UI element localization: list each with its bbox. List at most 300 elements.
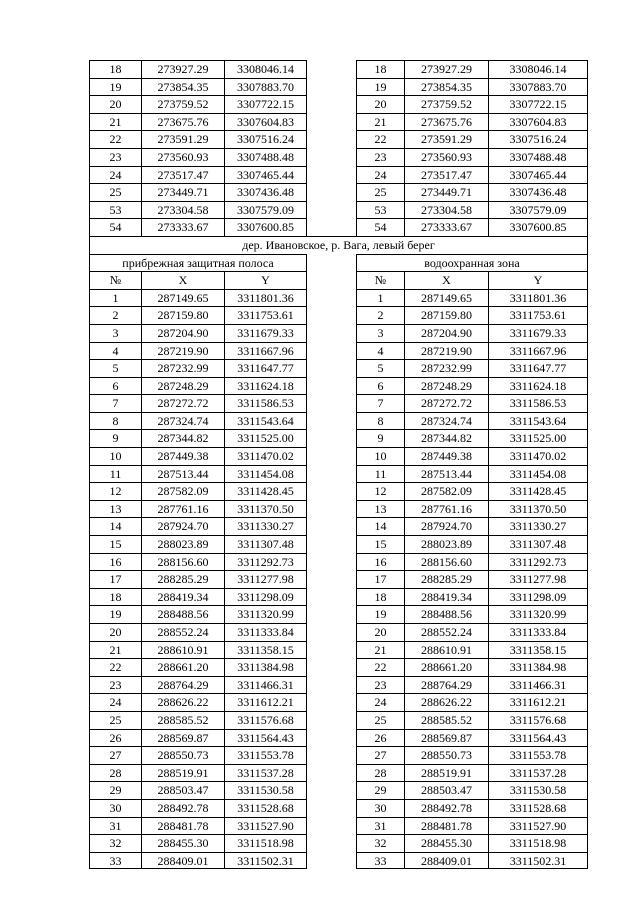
table-row — [89, 60, 588, 78]
right-y-cell: 3311384.98 — [488, 658, 588, 676]
left-y-cell: 3311527.90 — [224, 817, 307, 835]
left-y-cell: 3311586.53 — [224, 394, 307, 412]
right-x-cell: 273675.76 — [404, 113, 488, 131]
right-y-cell: 3311612.21 — [488, 693, 588, 711]
left-x-cell: 273304.58 — [141, 201, 224, 219]
left-y-cell: 3311428.45 — [224, 482, 307, 500]
right-num-cell: 22 — [356, 658, 404, 676]
right-x-cell: 273517.47 — [404, 166, 488, 184]
right-y-cell: 3311537.28 — [488, 764, 588, 782]
right-x-cell: 288569.87 — [404, 729, 488, 747]
right-num-cell: 28 — [356, 764, 404, 782]
left-num-cell: 23 — [89, 148, 141, 166]
table-row — [89, 676, 588, 694]
right-y-cell: 3311320.99 — [488, 605, 588, 623]
left-x-cell: 273591.29 — [141, 130, 224, 148]
zone-title-row — [89, 254, 588, 272]
left-num-cell: 1 — [89, 289, 141, 307]
right-y-cell: 3311277.98 — [488, 570, 588, 588]
table-row — [89, 834, 588, 852]
left-x-cell: 273759.52 — [141, 95, 224, 113]
right-num-cell: 10 — [356, 447, 404, 465]
left-num-cell: 19 — [89, 78, 141, 96]
right-num-cell: 23 — [356, 148, 404, 166]
left-y-cell: 3311502.31 — [224, 852, 307, 870]
left-x-cell: 287232.99 — [141, 359, 224, 377]
right-y-cell: 3311454.08 — [488, 465, 588, 483]
left-num-cell: 8 — [89, 412, 141, 430]
right-x-cell: 288519.91 — [404, 764, 488, 782]
right-x-cell: 288492.78 — [404, 799, 488, 817]
left-x-cell: 273854.35 — [141, 78, 224, 96]
right-num-cell: 18 — [356, 60, 404, 78]
left-num-cell: 21 — [89, 113, 141, 131]
right-y-cell: 3311518.98 — [488, 834, 588, 852]
right-x-cell: 287272.72 — [404, 394, 488, 412]
right-num-cell: 5 — [356, 359, 404, 377]
right-y-header: Y — [488, 271, 588, 289]
right-y-cell: 3311679.33 — [488, 324, 588, 342]
right-x-cell: 288610.91 — [404, 641, 488, 659]
right-num-cell: 15 — [356, 535, 404, 553]
table-row — [89, 377, 588, 395]
left-num-cell: 22 — [89, 658, 141, 676]
right-x-cell: 287159.80 — [404, 306, 488, 324]
left-num-cell: 22 — [89, 130, 141, 148]
left-y-cell: 3311333.84 — [224, 623, 307, 641]
left-y-cell: 3311330.27 — [224, 517, 307, 535]
table-row — [89, 641, 588, 659]
left-x-cell: 273927.29 — [141, 60, 224, 78]
right-num-cell: 20 — [356, 623, 404, 641]
table-row — [89, 482, 588, 500]
right-num-cell: 14 — [356, 517, 404, 535]
left-x-cell: 288585.52 — [141, 711, 224, 729]
left-num-cell: 21 — [89, 641, 141, 659]
right-x-cell: 288023.89 — [404, 535, 488, 553]
left-x-cell: 287449.38 — [141, 447, 224, 465]
right-x-cell: 287204.90 — [404, 324, 488, 342]
right-y-cell: 3307516.24 — [488, 130, 588, 148]
right-y-cell: 3308046.14 — [488, 60, 588, 78]
right-num-cell: 33 — [356, 852, 404, 870]
main-rows-block — [89, 289, 588, 870]
left-y-cell: 3311576.68 — [224, 711, 307, 729]
right-y-cell: 3311553.78 — [488, 746, 588, 764]
left-zone-title: прибрежная защитная полоса — [89, 254, 307, 272]
left-num-cell: 26 — [89, 729, 141, 747]
right-num-cell: 21 — [356, 641, 404, 659]
left-y-cell: 3311298.09 — [224, 588, 307, 606]
table-row — [89, 166, 588, 184]
right-num-cell: 7 — [356, 394, 404, 412]
right-y-cell: 3311564.43 — [488, 729, 588, 747]
left-num-cell: 9 — [89, 429, 141, 447]
top-rows-block — [89, 60, 588, 236]
left-y-cell: 3311525.00 — [224, 429, 307, 447]
section-title-row — [89, 236, 588, 254]
coordinate-table — [89, 60, 588, 869]
right-num-cell: 29 — [356, 781, 404, 799]
right-num-cell: 20 — [356, 95, 404, 113]
right-y-cell: 3311667.96 — [488, 342, 588, 360]
left-y-cell: 3311320.99 — [224, 605, 307, 623]
right-y-cell: 3311330.27 — [488, 517, 588, 535]
right-x-cell: 273591.29 — [404, 130, 488, 148]
left-num-cell: 25 — [89, 183, 141, 201]
table-row — [89, 130, 588, 148]
left-y-cell: 3307488.48 — [224, 148, 307, 166]
right-num-cell: 18 — [356, 588, 404, 606]
right-y-cell: 3311647.77 — [488, 359, 588, 377]
left-y-cell: 3311358.15 — [224, 641, 307, 659]
left-y-cell: 3311801.36 — [224, 289, 307, 307]
right-x-cell: 288585.52 — [404, 711, 488, 729]
table-row — [89, 201, 588, 219]
right-num-cell: 11 — [356, 465, 404, 483]
left-y-cell: 3311454.08 — [224, 465, 307, 483]
left-y-cell: 3311518.98 — [224, 834, 307, 852]
left-x-cell: 287219.90 — [141, 342, 224, 360]
right-num-cell: 16 — [356, 553, 404, 571]
left-y-cell: 3307722.15 — [224, 95, 307, 113]
left-x-cell: 273333.67 — [141, 218, 224, 236]
left-num-cell: 19 — [89, 605, 141, 623]
left-x-cell: 287204.90 — [141, 324, 224, 342]
left-x-cell: 287582.09 — [141, 482, 224, 500]
left-x-cell: 288156.60 — [141, 553, 224, 571]
left-x-cell: 288488.56 — [141, 605, 224, 623]
left-num-cell: 7 — [89, 394, 141, 412]
right-x-cell: 287582.09 — [404, 482, 488, 500]
right-y-cell: 3311298.09 — [488, 588, 588, 606]
left-x-cell: 287324.74 — [141, 412, 224, 430]
right-y-cell: 3307488.48 — [488, 148, 588, 166]
right-y-cell: 3307579.09 — [488, 201, 588, 219]
left-x-cell: 288455.30 — [141, 834, 224, 852]
right-num-cell: 3 — [356, 324, 404, 342]
left-x-cell: 288550.73 — [141, 746, 224, 764]
table-row — [89, 764, 588, 782]
right-x-cell: 273927.29 — [404, 60, 488, 78]
right-y-cell: 3311428.45 — [488, 482, 588, 500]
left-num-cell: 53 — [89, 201, 141, 219]
right-x-cell: 288156.60 — [404, 553, 488, 571]
left-y-cell: 3311753.61 — [224, 306, 307, 324]
left-x-header: X — [141, 271, 224, 289]
right-x-cell: 287232.99 — [404, 359, 488, 377]
left-y-cell: 3311307.48 — [224, 535, 307, 553]
right-num-cell: 12 — [356, 482, 404, 500]
left-num-cell: 23 — [89, 676, 141, 694]
left-y-cell: 3311277.98 — [224, 570, 307, 588]
table-row — [89, 342, 588, 360]
left-num-cell: 12 — [89, 482, 141, 500]
table-row — [89, 359, 588, 377]
table-row — [89, 605, 588, 623]
left-y-cell: 3311370.50 — [224, 500, 307, 518]
table-row — [89, 517, 588, 535]
left-x-cell: 273449.71 — [141, 183, 224, 201]
left-y-cell: 3311537.28 — [224, 764, 307, 782]
right-x-cell: 287513.44 — [404, 465, 488, 483]
right-y-cell: 3307604.83 — [488, 113, 588, 131]
left-x-cell: 288519.91 — [141, 764, 224, 782]
table-row — [89, 535, 588, 553]
left-num-cell: 4 — [89, 342, 141, 360]
right-y-cell: 3311333.84 — [488, 623, 588, 641]
right-num-cell: 54 — [356, 218, 404, 236]
right-y-cell: 3311470.02 — [488, 447, 588, 465]
left-y-cell: 3311528.68 — [224, 799, 307, 817]
left-x-cell: 287149.65 — [141, 289, 224, 307]
right-y-cell: 3311753.61 — [488, 306, 588, 324]
right-num-cell: 27 — [356, 746, 404, 764]
left-y-cell: 3307465.44 — [224, 166, 307, 184]
right-num-cell: 53 — [356, 201, 404, 219]
right-y-cell: 3307436.48 — [488, 183, 588, 201]
right-x-cell: 288419.34 — [404, 588, 488, 606]
left-x-cell: 287513.44 — [141, 465, 224, 483]
right-num-cell: 25 — [356, 711, 404, 729]
table-row — [89, 746, 588, 764]
left-x-cell: 288661.20 — [141, 658, 224, 676]
table-row — [89, 658, 588, 676]
right-num-cell: 9 — [356, 429, 404, 447]
left-num-cell: 5 — [89, 359, 141, 377]
right-y-cell: 3311525.00 — [488, 429, 588, 447]
right-y-cell: 3311543.64 — [488, 412, 588, 430]
left-num-cell: 25 — [89, 711, 141, 729]
left-x-cell: 288503.47 — [141, 781, 224, 799]
table-row — [89, 289, 588, 307]
left-y-cell: 3307604.83 — [224, 113, 307, 131]
right-x-cell: 287149.65 — [404, 289, 488, 307]
right-num-cell: 24 — [356, 693, 404, 711]
left-x-cell: 288626.22 — [141, 693, 224, 711]
left-y-header: Y — [224, 271, 307, 289]
right-x-cell: 273854.35 — [404, 78, 488, 96]
table-row — [89, 429, 588, 447]
left-num-cell: 24 — [89, 166, 141, 184]
right-y-cell: 3307465.44 — [488, 166, 588, 184]
left-y-cell: 3307436.48 — [224, 183, 307, 201]
left-num-cell: 18 — [89, 60, 141, 78]
right-num-cell: 21 — [356, 113, 404, 131]
right-num-cell: 24 — [356, 166, 404, 184]
table-row — [89, 412, 588, 430]
right-x-header: X — [404, 271, 488, 289]
section-title: дер. Ивановское, р. Вага, левый берег — [89, 236, 588, 254]
left-x-cell: 287761.16 — [141, 500, 224, 518]
right-x-cell: 287344.82 — [404, 429, 488, 447]
right-x-cell: 273449.71 — [404, 183, 488, 201]
left-x-cell: 288610.91 — [141, 641, 224, 659]
right-x-cell: 288550.73 — [404, 746, 488, 764]
right-num-cell: 32 — [356, 834, 404, 852]
left-x-cell: 287924.70 — [141, 517, 224, 535]
right-x-cell: 288626.22 — [404, 693, 488, 711]
right-num-cell: 17 — [356, 570, 404, 588]
left-num-cell: 11 — [89, 465, 141, 483]
left-num-header: № — [89, 271, 141, 289]
right-num-cell: 1 — [356, 289, 404, 307]
right-y-cell: 3311502.31 — [488, 852, 588, 870]
right-y-cell: 3311586.53 — [488, 394, 588, 412]
right-y-cell: 3307600.85 — [488, 218, 588, 236]
right-x-cell: 288488.56 — [404, 605, 488, 623]
right-num-cell: 8 — [356, 412, 404, 430]
right-num-cell: 2 — [356, 306, 404, 324]
left-y-cell: 3307579.09 — [224, 201, 307, 219]
table-row — [89, 394, 588, 412]
right-zone-title: водоохранная зона — [356, 254, 588, 272]
right-x-cell: 288409.01 — [404, 852, 488, 870]
left-y-cell: 3307600.85 — [224, 218, 307, 236]
left-y-cell: 3307883.70 — [224, 78, 307, 96]
left-num-cell: 2 — [89, 306, 141, 324]
table-row — [89, 852, 588, 870]
right-num-cell: 6 — [356, 377, 404, 395]
right-x-cell: 287219.90 — [404, 342, 488, 360]
left-num-cell: 10 — [89, 447, 141, 465]
left-x-cell: 273675.76 — [141, 113, 224, 131]
table-row — [89, 95, 588, 113]
left-num-cell: 13 — [89, 500, 141, 518]
left-num-cell: 18 — [89, 588, 141, 606]
right-x-cell: 288481.78 — [404, 817, 488, 835]
left-x-cell: 273517.47 — [141, 166, 224, 184]
right-num-cell: 4 — [356, 342, 404, 360]
right-y-cell: 3307722.15 — [488, 95, 588, 113]
left-y-cell: 3311667.96 — [224, 342, 307, 360]
table-row — [89, 623, 588, 641]
right-x-cell: 288285.29 — [404, 570, 488, 588]
left-y-cell: 3311543.64 — [224, 412, 307, 430]
left-num-cell: 54 — [89, 218, 141, 236]
left-y-cell: 3311530.58 — [224, 781, 307, 799]
right-y-cell: 3307883.70 — [488, 78, 588, 96]
left-y-cell: 3311466.31 — [224, 676, 307, 694]
table-row — [89, 113, 588, 131]
right-y-cell: 3311528.68 — [488, 799, 588, 817]
left-x-cell: 273560.93 — [141, 148, 224, 166]
left-num-cell: 15 — [89, 535, 141, 553]
left-x-cell: 288409.01 — [141, 852, 224, 870]
right-x-cell: 287248.29 — [404, 377, 488, 395]
right-y-cell: 3311466.31 — [488, 676, 588, 694]
table-row — [89, 324, 588, 342]
left-x-cell: 287344.82 — [141, 429, 224, 447]
left-x-cell: 288552.24 — [141, 623, 224, 641]
right-x-cell: 273759.52 — [404, 95, 488, 113]
right-num-cell: 25 — [356, 183, 404, 201]
left-x-cell: 288419.34 — [141, 588, 224, 606]
left-num-cell: 29 — [89, 781, 141, 799]
right-x-cell: 273304.58 — [404, 201, 488, 219]
left-y-cell: 3311384.98 — [224, 658, 307, 676]
left-y-cell: 3311624.18 — [224, 377, 307, 395]
left-num-cell: 28 — [89, 764, 141, 782]
right-y-cell: 3311527.90 — [488, 817, 588, 835]
right-x-cell: 287924.70 — [404, 517, 488, 535]
right-y-cell: 3311530.58 — [488, 781, 588, 799]
left-y-cell: 3311647.77 — [224, 359, 307, 377]
left-num-cell: 20 — [89, 623, 141, 641]
table-row — [89, 588, 588, 606]
table-row — [89, 817, 588, 835]
left-num-cell: 6 — [89, 377, 141, 395]
left-num-cell: 30 — [89, 799, 141, 817]
right-y-cell: 3311292.73 — [488, 553, 588, 571]
right-x-cell: 273560.93 — [404, 148, 488, 166]
table-row — [89, 306, 588, 324]
left-y-cell: 3307516.24 — [224, 130, 307, 148]
right-x-cell: 287761.16 — [404, 500, 488, 518]
left-y-cell: 3311612.21 — [224, 693, 307, 711]
left-x-cell: 288764.29 — [141, 676, 224, 694]
right-x-cell: 288455.30 — [404, 834, 488, 852]
right-num-cell: 23 — [356, 676, 404, 694]
right-x-cell: 288503.47 — [404, 781, 488, 799]
left-y-cell: 3311679.33 — [224, 324, 307, 342]
left-x-cell: 288569.87 — [141, 729, 224, 747]
table-row — [89, 799, 588, 817]
left-num-cell: 16 — [89, 553, 141, 571]
left-y-cell: 3311553.78 — [224, 746, 307, 764]
table-row — [89, 553, 588, 571]
left-x-cell: 288492.78 — [141, 799, 224, 817]
left-x-cell: 288285.29 — [141, 570, 224, 588]
table-row — [89, 218, 588, 236]
table-row — [89, 447, 588, 465]
left-num-cell: 3 — [89, 324, 141, 342]
right-x-cell: 288552.24 — [404, 623, 488, 641]
table-row — [89, 729, 588, 747]
right-x-cell: 287449.38 — [404, 447, 488, 465]
right-x-cell: 288661.20 — [404, 658, 488, 676]
right-y-cell: 3311370.50 — [488, 500, 588, 518]
table-row — [89, 693, 588, 711]
right-num-cell: 22 — [356, 130, 404, 148]
right-y-cell: 3311307.48 — [488, 535, 588, 553]
table-row — [89, 570, 588, 588]
left-x-cell: 287248.29 — [141, 377, 224, 395]
left-num-cell: 17 — [89, 570, 141, 588]
right-num-cell: 19 — [356, 78, 404, 96]
right-num-header: № — [356, 271, 404, 289]
right-y-cell: 3311358.15 — [488, 641, 588, 659]
left-x-cell: 287272.72 — [141, 394, 224, 412]
right-num-cell: 26 — [356, 729, 404, 747]
right-y-cell: 3311576.68 — [488, 711, 588, 729]
right-num-cell: 30 — [356, 799, 404, 817]
right-num-cell: 13 — [356, 500, 404, 518]
left-num-cell: 31 — [89, 817, 141, 835]
left-x-cell: 288023.89 — [141, 535, 224, 553]
table-row — [89, 781, 588, 799]
left-y-cell: 3311292.73 — [224, 553, 307, 571]
right-x-cell: 288764.29 — [404, 676, 488, 694]
left-x-cell: 287159.80 — [141, 306, 224, 324]
left-num-cell: 20 — [89, 95, 141, 113]
left-num-cell: 33 — [89, 852, 141, 870]
table-row — [89, 711, 588, 729]
right-num-cell: 19 — [356, 605, 404, 623]
right-x-cell: 287324.74 — [404, 412, 488, 430]
table-row — [89, 465, 588, 483]
column-header-row — [89, 271, 588, 289]
